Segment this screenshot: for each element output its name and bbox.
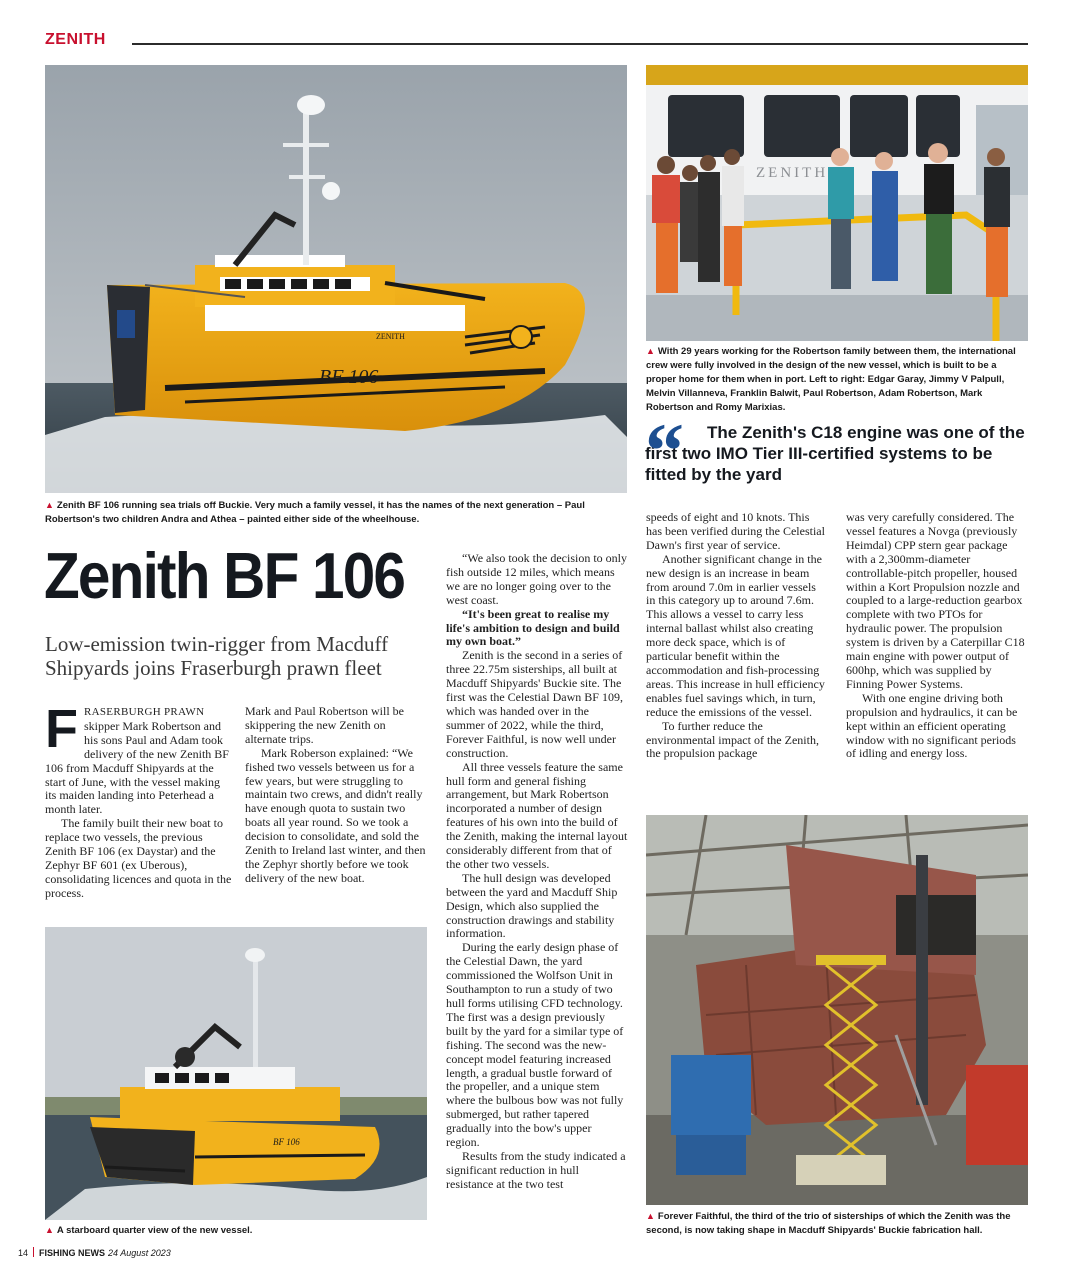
pullquote — [645, 407, 1030, 494]
article-column-2 — [245, 705, 426, 917]
fabrication-caption: ▲ Forever Faithful, the third of the trio of sisterships of which the Zenith was the second, is now taking shape in Macduff Shipyards' Buckie fabrication hall. — [646, 1211, 1011, 1236]
hull-number-label: BF 106 — [319, 366, 379, 388]
fabrication-hall-photo — [646, 815, 1028, 1205]
article-paragraph: The family built their new boat to replace two vessels, the previous Zenith BF 106 (ex Daystar) and the Zephyr BF 601 (ex Uberous), consolidating licences and quota in the process. — [45, 816, 232, 900]
starboard-caption: ▲ A starboard quarter view of the new vessel. — [45, 1225, 253, 1236]
article-paragraph: Results from the study indicated a significant reduction in hull resistance at the two test — [446, 1148, 626, 1191]
article-paragraph: speeds of eight and 10 knots. This has been verified during the Celestial Dawn's first year of service. — [646, 511, 825, 552]
article-paragraph: With one engine driving both propulsion and hydraulics, it can be kept within an efficient operating window with no significant periods of idling and energy loss. — [846, 690, 1018, 761]
article-column-1 — [45, 705, 232, 917]
article-paragraph: was very carefully considered. The vessel features a Novga (previously Heimdal) CPP stern gear package with a 2,300mm-diameter controllable-pitch propeller, housed within a Kort Propulsion nozzle and coupled to a large-reduction gearbox complete with two PTOs for hydraulic power. The propulsion system is driven by a Caterpillar C18 main engine with power output of 600hp, which was supplied by Finning Power Systems. — [846, 511, 1025, 691]
article-paragraph: FRASERBURGH PRAWN skipper Mark Robertson and his sons Paul and Adam took delivery of the new Zenith BF 106 from Macduff Shipyards at the start of June, with the vessel making its maiden landing into Peterhead a month later. — [45, 705, 229, 817]
pullquote-text: The Zenith's C18 engine was one of the first two IMO Tier III-certified systems to be fitted by the yard — [645, 423, 1025, 484]
quote-mark-icon: “ — [645, 407, 684, 494]
starboard-vessel-photo — [45, 927, 427, 1220]
article-paragraph: Mark Roberson explained: “We fished two vessels between us for a few years, but were struggling to maintain two crews, and didn't really have enough quota to sustain two boats all year round. So we took a decision to consolidate, and sold the Zenith to Ireland last winter, and then the Zephyr shortly before we took delivery of the new boat. — [245, 745, 426, 885]
article-paragraph: “We also took the decision to only fish outside 12 miles, which means we are no longer going over to the west coast. — [446, 552, 627, 607]
caption-marker-icon: ▲ — [45, 1225, 54, 1235]
caption-marker-icon: ▲ — [45, 500, 54, 510]
caption-marker-icon: ▲ — [646, 346, 655, 356]
article-paragraph: “It's been great to realise my life's ambition to design and build my own boat.” — [446, 606, 620, 649]
article-column-3 — [446, 552, 628, 1238]
article-paragraph: To further reduce the environmental impact of the Zenith, the propulsion package — [646, 718, 819, 761]
article-paragraph: During the early design phase of the Celestial Dawn, the yard commissioned the Wolfson Unit in Southampton to run a study of two hull forms utilising CFD technology. The first was a design previously built by the yard for a similar type of fishing. The second was the new-concept model featuring increased length, a gradual bustle forward of the propeller, and a unique stem where the bulbous bow was not fully submerged, but rather tapered gradually into the bow's upper region. — [446, 940, 624, 1150]
article-paragraph: The hull design was developed between the yard and Macduff Ship Design, which also supplied the construction drawings and stability information. — [446, 870, 618, 941]
article-column-5 — [846, 511, 1028, 807]
page-footer — [18, 1247, 171, 1258]
article-column-4 — [646, 511, 828, 807]
hull-number-label: BF 106 — [273, 1137, 300, 1147]
section-tag: ZENITH — [45, 31, 106, 48]
section-rule — [132, 43, 1028, 45]
article-paragraph: All three vessels feature the same hull form and general fishing arrangement, but Mark Robertson incorporated a number of design features of his own into the build of the Zenith, making the internal layout considerably different from that of the other two vessels. — [446, 759, 628, 871]
article-paragraph: Another significant change in the new design is an increase in beam from around 7.0m in earlier vessels in this category up to around 7.6m. This allows a vessel to carry less internal ballast whilst also creating more deck space, which is of particular benefit within the accommodation and fish-processing areas. This increase in hull efficiency enables fuel savings which, in turn, reduce the emissions of the vessel. — [646, 551, 825, 719]
article-standfirst: Low-emission twin-rigger from Macduff Shipyards joins Fraserburgh prawn fleet — [45, 632, 389, 680]
article-paragraph: Zenith is the second in a series of three 22.75m sisterships, all built at Macduff Shipyards' Buckie site. The first was the Celestial Dawn BF 109, which was handed over in the summer of 2022, while the third, Forever Faithful, is now well under construction. — [446, 648, 623, 760]
page-number: 14 — [18, 1248, 29, 1258]
publication-name: FISHING NEWS — [39, 1248, 106, 1258]
crew-caption: ▲ With 29 years working for the Robertson family between them, the international crew were fully involved in the design of the new vessel, which is built to be a proper home for them when in port. Left to right: Edgar Garay, Jimmy V Palpull, Melvin Villanneva, Franklin Balwit, Paul Robertson, Adam Robertson, Mark Robertson and Romy Marixias. — [646, 346, 1016, 413]
article-paragraph: Mark and Paul Robertson will be skippering the new Zenith on alternate trips. — [245, 705, 404, 746]
bow-name-label: ZENITH — [376, 332, 405, 341]
crew-photo — [646, 65, 1028, 341]
main-vessel-caption: ▲ Zenith BF 106 running sea trials off Buckie. Very much a family vessel, it has the names of the next generation – Paul Robertson's two children Andra and Athea – painted either side of the wheelhouse. — [45, 500, 585, 525]
caption-marker-icon: ▲ — [646, 1211, 655, 1221]
footer-divider — [33, 1247, 34, 1257]
article-headline: Zenith BF 106 — [44, 539, 405, 612]
issue-date: 24 August 2023 — [108, 1248, 171, 1258]
wheelhouse-name-label: ZENITH — [756, 165, 829, 181]
drop-cap: F — [45, 705, 78, 759]
main-vessel-photo — [45, 65, 627, 493]
